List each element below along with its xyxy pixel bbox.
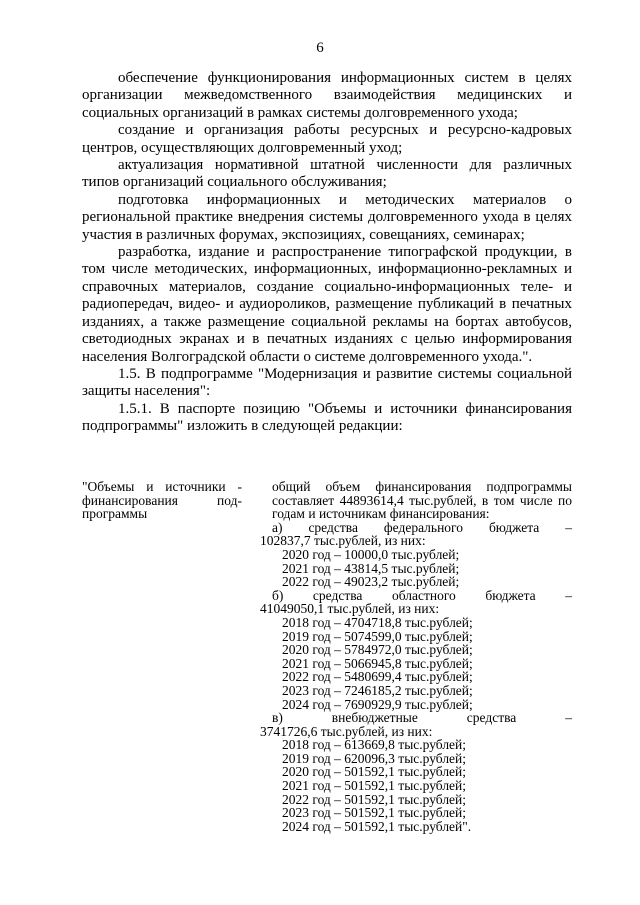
regional-year-line: 2024 год – 7690929,9 тыс.рублей; <box>282 696 473 712</box>
federal-year-line: 2022 год – 49023,2 тыс.рублей; <box>282 574 460 590</box>
regional-year-line: 2018 год – 4704718,8 тыс.рублей; <box>282 614 473 630</box>
extra-year-line: 2021 год – 501592,1 тыс.рублей; <box>282 778 467 794</box>
passport-label: "Объемы и источники - финансирования под- программы <box>82 479 242 522</box>
extra-budget-heading: в) внебюджетные средства – <box>272 710 572 726</box>
extra-year-line: 2018 год – 613669,8 тыс.рублей; <box>282 737 467 753</box>
extra-year-line: 2023 год – 501592,1 тыс.рублей; <box>282 805 467 821</box>
regional-budget-total: 41049050,1 тыс.рублей, из них: <box>260 601 440 617</box>
page-number: 6 <box>316 40 324 56</box>
federal-budget-total: 102837,7 тыс.рублей, из них: <box>260 533 426 549</box>
extra-year-line: 2024 год – 501592,1 тыс.рублей". <box>282 818 472 834</box>
paragraph: обеспечение функционирования информационных систем в целях организации межведомственного взаимодействия медицинских и социальных организаций в рамках системы долговременного ухода; <box>82 70 572 121</box>
extra-year-line: 2022 год – 501592,1 тыс.рублей; <box>282 791 467 807</box>
paragraph: разработка, издание и распространение типографской продукции, в том числе методических, информационных, информационно-рекламных и справочных материалов, создание социально-информационных теле- и радиопередач, видео- и аудиороликов, размещение публикаций в печатных изданиях, а также размещение социальной рекламы на бортах автобусов, светодиодных экранах и в печатных изданиях с целью информирования населения Волгоградской области о системе долговременного ухода.". <box>82 244 572 365</box>
regional-year-line: 2020 год – 5784972,0 тыс.рублей; <box>282 642 473 658</box>
passport-value <box>260 480 572 833</box>
paragraph: 1.5. В подпрограмме "Модернизация и развитие системы социальной защиты населения": <box>82 365 572 400</box>
regional-budget-heading: б) средства областного бюджета – <box>272 587 572 603</box>
document-body <box>82 70 572 436</box>
regional-year-line: 2022 год – 5480699,4 тыс.рублей; <box>282 669 473 685</box>
paragraph: 1.5.1. В паспорте позицию "Объемы и источники финансирования подпрограммы" изложить в следующей редакции: <box>82 400 572 435</box>
extra-budget-total: 3741726,6 тыс.рублей, из них: <box>260 723 433 739</box>
paragraph: подготовка информационных и методических материалов о региональной практике внедрения системы долговременного ухода в целях участия в различных форумах, экспозициях, совещаниях, семинарах; <box>82 191 572 243</box>
extra-year-line: 2020 год – 501592,1 тыс.рублей; <box>282 764 467 780</box>
regional-year-line: 2023 год – 7246185,2 тыс.рублей; <box>282 682 473 698</box>
federal-year-line: 2021 год – 43814,5 тыс.рублей; <box>282 560 460 576</box>
financing-total: общий объем финансирования подпрограммы составляет 44893614,4 тыс.рублей, в том числе по годам и источникам финансирования: <box>272 479 572 522</box>
extra-year-line: 2019 год – 620096,3 тыс.рублей; <box>282 750 467 766</box>
paragraph: создание и организация работы ресурсных и ресурсно-кадровых центров, осуществляющих долговременный уход; <box>82 122 572 156</box>
federal-year-line: 2020 год – 10000,0 тыс.рублей; <box>282 546 460 562</box>
paragraph: актуализация нормативной штатной численности для различных типов организаций социального обслуживания; <box>82 157 572 191</box>
federal-budget-heading: а) средства федерального бюджета – <box>272 519 572 535</box>
regional-year-line: 2021 год – 5066945,8 тыс.рублей; <box>282 655 473 671</box>
regional-year-line: 2019 год – 5074599,0 тыс.рублей; <box>282 628 473 644</box>
